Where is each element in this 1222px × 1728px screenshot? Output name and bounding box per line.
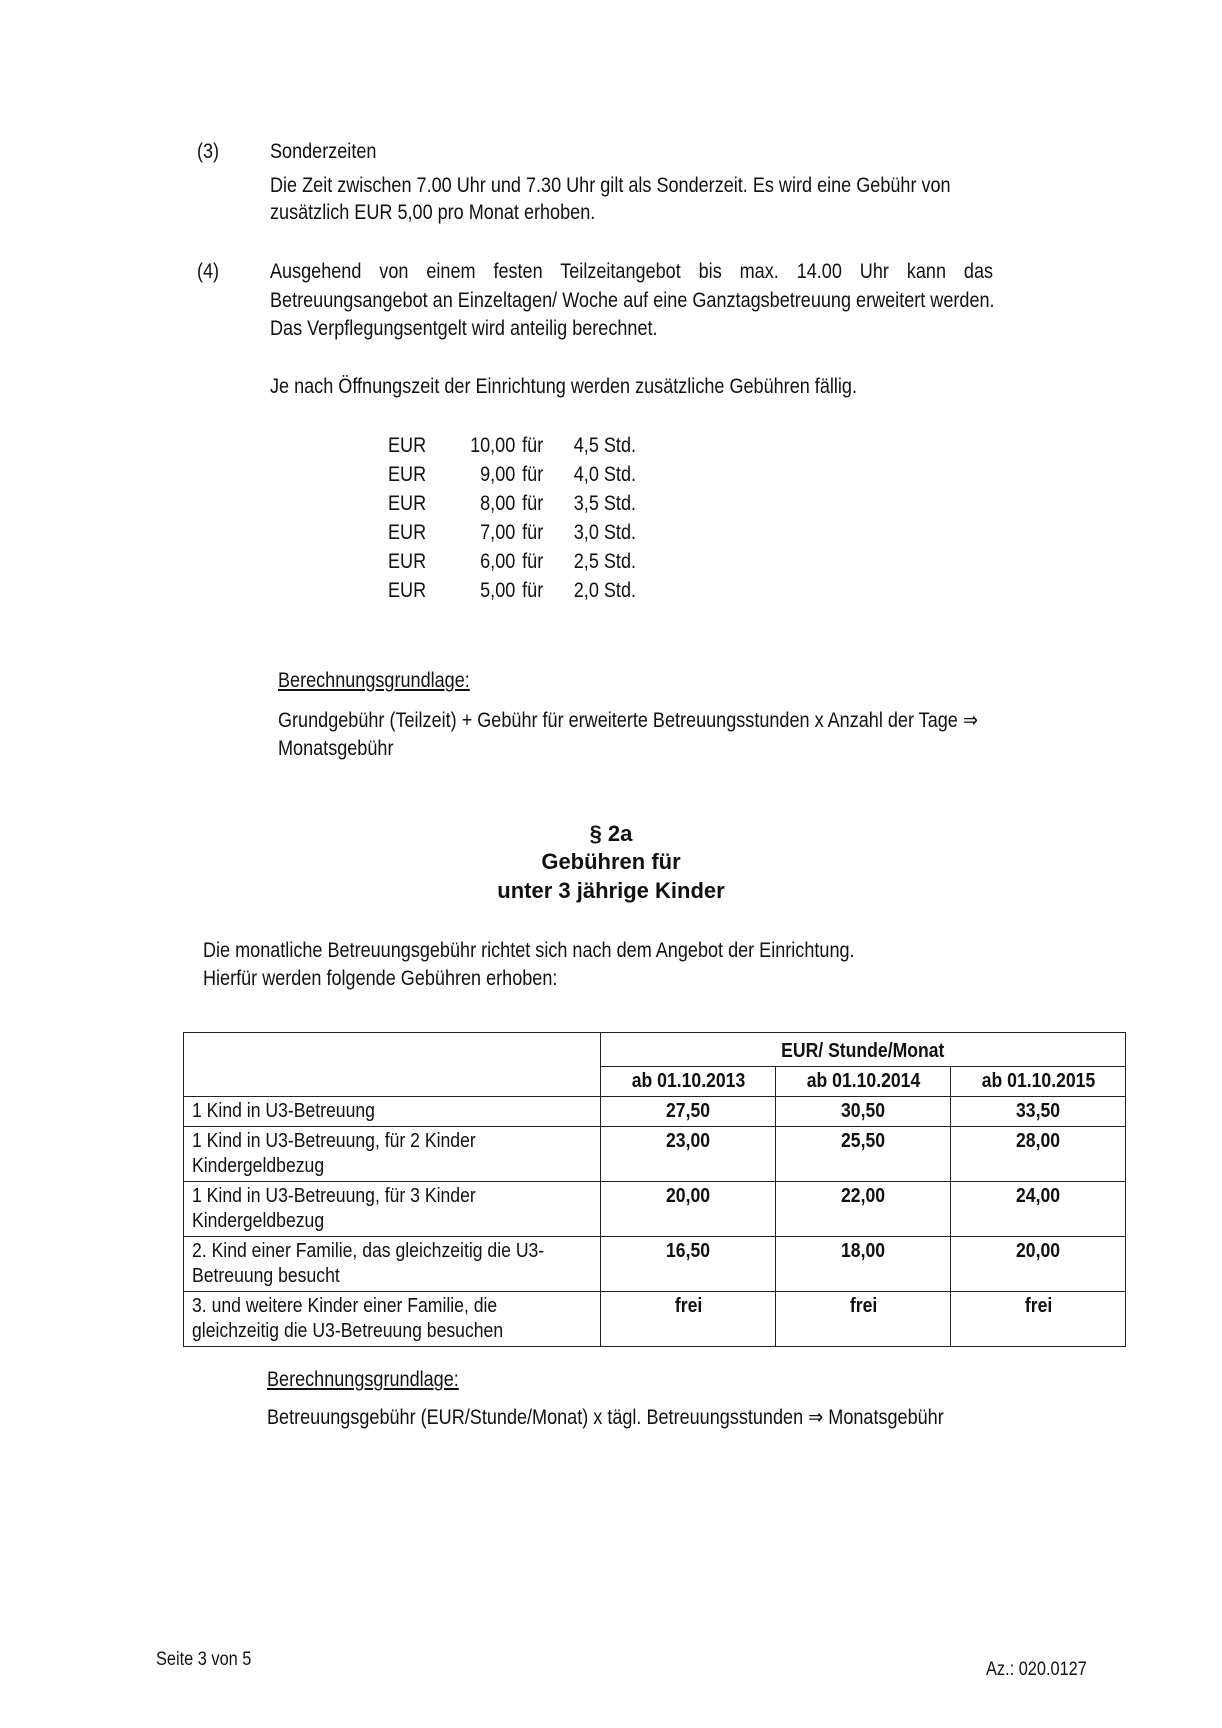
table-cell: 24,00	[951, 1182, 1126, 1237]
section-2a-heading: § 2a	[589, 821, 633, 846]
table-row-label: 1 Kind in U3-Betreuung, für 3 Kinder Kindergeldbezug	[184, 1182, 601, 1237]
fee-row	[388, 432, 636, 461]
calc-basis-u3-line: Betreuungsgebühr (EUR/Stunde/Monat) x tägl. Betreuungsstunden ⇒ Monatsgebühr	[267, 1406, 944, 1429]
fee-hours: 2,5 Std.	[573, 550, 637, 573]
table-cell: 30,50	[776, 1097, 951, 1127]
fee-row	[388, 577, 636, 606]
table-cell: frei	[951, 1292, 1126, 1347]
table-cell: 20,00	[951, 1237, 1126, 1292]
section-3-number: (3)	[197, 140, 220, 163]
reference-number: Az.: 020.0127	[986, 1659, 1087, 1680]
fee-amount: 9,00	[480, 463, 516, 486]
table-row	[184, 1097, 1126, 1127]
fee-hours: 2,0 Std.	[573, 579, 637, 602]
section-4-number: (4)	[197, 260, 220, 283]
section-4-line2: Betreuungsangebot an Einzeltagen/ Woche auf eine Ganztagsbetreuung erweitert werden.	[270, 289, 995, 312]
fee-currency: EUR	[388, 463, 427, 486]
table-group-header: EUR/ Stunde/Monat	[601, 1033, 1126, 1067]
fee-for: für	[522, 463, 544, 486]
table-row	[184, 1127, 1126, 1182]
table-cell: 22,00	[776, 1182, 951, 1237]
table-row-label: 1 Kind in U3-Betreuung, für 2 Kinder Kindergeldbezug	[184, 1127, 601, 1182]
section-3-text-line2: zusätzlich EUR 5,00 pro Monat erhoben.	[270, 201, 596, 224]
fee-hours: 4,5 Std.	[573, 434, 637, 457]
calc-basis-line1: Grundgebühr (Teilzeit) + Gebühr für erweiterte Betreuungsstunden x Anzahl der Tage ⇒	[278, 709, 978, 732]
table-cell: 25,50	[776, 1127, 951, 1182]
table-cell: 27,50	[601, 1097, 776, 1127]
fee-hours: 3,5 Std.	[573, 492, 637, 515]
calc-basis-label-1: Berechnungsgrundlage:	[278, 669, 470, 692]
table-cell: 23,00	[601, 1127, 776, 1182]
fee-for: für	[522, 550, 544, 573]
fee-currency: EUR	[388, 492, 427, 515]
section-2a-intro1: Die monatliche Betreuungsgebühr richtet sich nach dem Angebot der Einrichtung.	[203, 939, 855, 962]
calc-basis-label-2: Berechnungsgrundlage:	[267, 1368, 459, 1391]
fee-row	[388, 461, 636, 490]
section-4-line3: Das Verpflegungsentgelt wird anteilig berechnet.	[270, 317, 658, 340]
fee-row	[388, 519, 636, 548]
fee-for: für	[522, 579, 544, 602]
fee-amount: 7,00	[480, 521, 516, 544]
fee-amount: 5,00	[480, 579, 516, 602]
table-cell: 28,00	[951, 1127, 1126, 1182]
fee-amount: 8,00	[480, 492, 516, 515]
extra-fee-list	[388, 432, 676, 606]
section-2a-intro2: Hierfür werden folgende Gebühren erhoben:	[203, 967, 558, 990]
page-number: Seite 3 von 5	[156, 1649, 252, 1670]
table-cell: 20,00	[601, 1182, 776, 1237]
table-column-header: ab 01.10.2014	[776, 1067, 951, 1097]
fee-currency: EUR	[388, 550, 427, 573]
fee-for: für	[522, 434, 544, 457]
fee-currency: EUR	[388, 434, 427, 457]
table-cell: 18,00	[776, 1237, 951, 1292]
table-row-label: 3. und weitere Kinder einer Familie, die gleichzeitig die U3-Betreuung besuchen	[184, 1292, 601, 1347]
table-column-header: ab 01.10.2015	[951, 1067, 1126, 1097]
section-2a-title1: Gebühren für	[541, 849, 681, 874]
table-cell: frei	[601, 1292, 776, 1347]
fee-for: für	[522, 521, 544, 544]
table-cell: 33,50	[951, 1097, 1126, 1127]
table-cell: 16,50	[601, 1237, 776, 1292]
fee-for: für	[522, 492, 544, 515]
table-column-header: ab 01.10.2013	[601, 1067, 776, 1097]
calc-basis-line2: Monatsgebühr	[278, 737, 394, 760]
table-row	[184, 1182, 1126, 1237]
fee-hours: 4,0 Std.	[573, 463, 637, 486]
section-3-text-line1: Die Zeit zwischen 7.00 Uhr und 7.30 Uhr gilt als Sonderzeit. Es wird eine Gebühr von	[270, 174, 951, 197]
section-4-line1: Ausgehend von einem festen Teilzeitangebot bis max. 14.00 Uhr kann das	[270, 260, 994, 283]
fee-amount: 6,00	[480, 550, 516, 573]
table-cell: frei	[776, 1292, 951, 1347]
fee-hours: 3,0 Std.	[573, 521, 637, 544]
table-row-label: 2. Kind einer Familie, das gleichzeitig die U3- Betreuung besucht	[184, 1237, 601, 1292]
table-row-label: 1 Kind in U3-Betreuung	[184, 1097, 601, 1127]
table-header-row	[184, 1033, 1126, 1067]
u3-fee-table	[183, 1032, 1126, 1347]
table-empty-corner	[184, 1033, 601, 1097]
fee-currency: EUR	[388, 521, 427, 544]
fee-amount: 10,00	[470, 434, 516, 457]
section-2a-title2: unter 3 jährige Kinder	[497, 878, 725, 903]
fee-currency: EUR	[388, 579, 427, 602]
fee-row	[388, 490, 636, 519]
table-row	[184, 1292, 1126, 1347]
table-row	[184, 1237, 1126, 1292]
fee-row	[388, 548, 636, 577]
section-4-intro: Je nach Öffnungszeit der Einrichtung werden zusätzliche Gebühren fällig.	[270, 375, 857, 398]
section-3-title: Sonderzeiten	[270, 140, 377, 163]
